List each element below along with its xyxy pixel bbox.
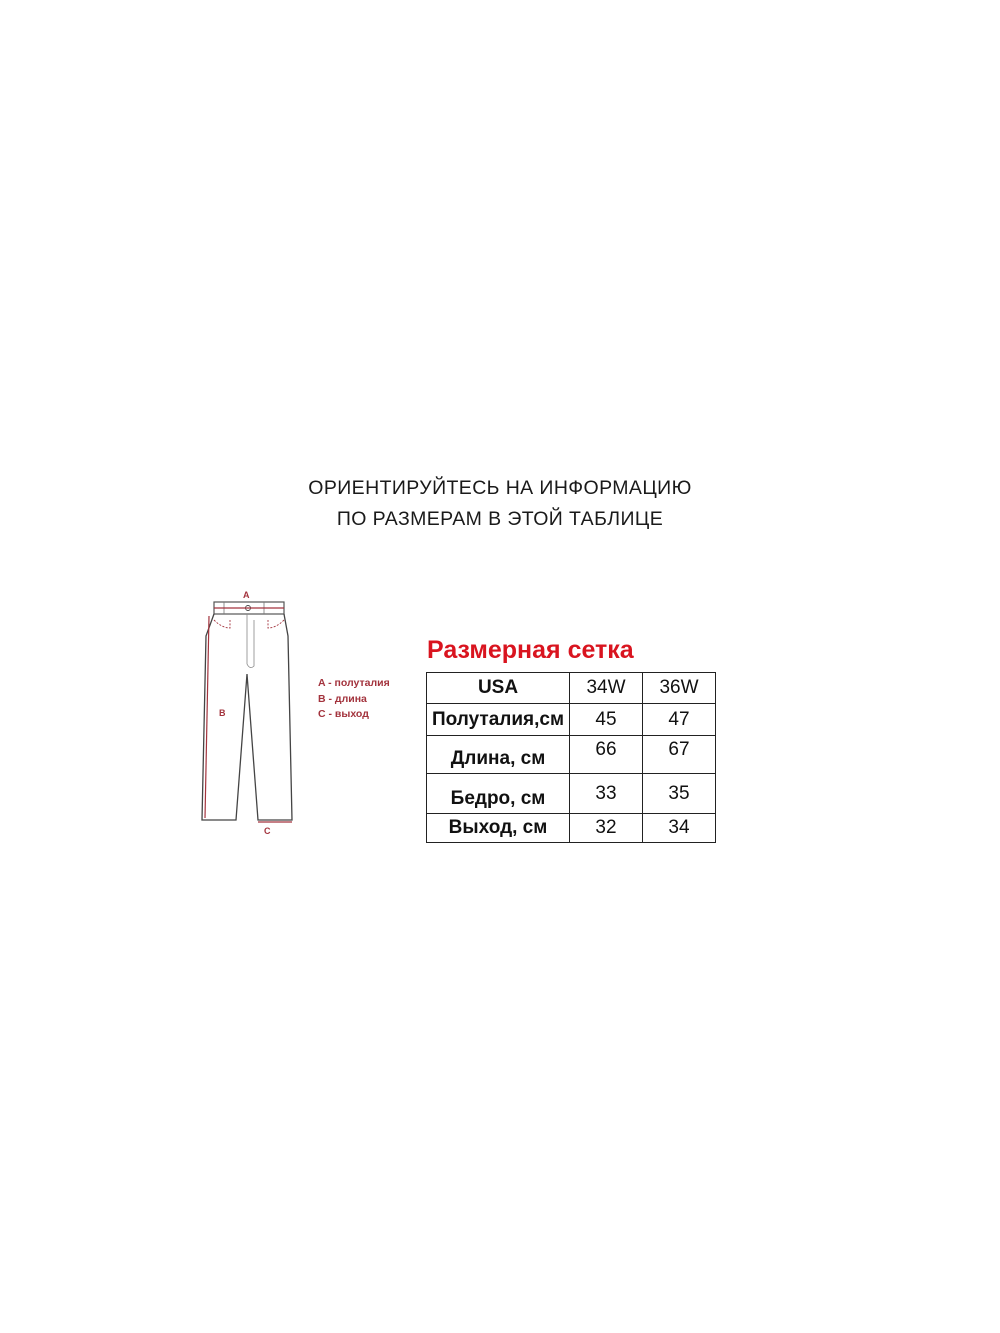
diagram-label-c: C bbox=[264, 826, 271, 836]
row-value: 32 bbox=[570, 814, 643, 843]
table-row bbox=[427, 704, 716, 736]
heading-line-1: ОРИЕНТИРУЙТЕСЬ НА ИНФОРМАЦИЮ bbox=[308, 477, 692, 499]
legend-item-c: C - выход bbox=[318, 708, 369, 720]
row-value: 67 bbox=[643, 736, 716, 774]
row-value: 33 bbox=[570, 774, 643, 814]
row-label: Полуталия,см bbox=[427, 704, 570, 736]
row-label: Выход, см bbox=[427, 814, 570, 843]
header-cell-34w: 34W bbox=[570, 673, 643, 704]
row-value: 45 bbox=[570, 704, 643, 736]
row-value: 35 bbox=[643, 774, 716, 814]
diagram-label-b: B bbox=[219, 708, 226, 718]
table-row bbox=[427, 814, 716, 843]
table-header-row bbox=[427, 673, 716, 704]
table-row bbox=[427, 736, 716, 774]
heading-line-2: ПО РАЗМЕРАМ В ЭТОЙ ТАБЛИЦЕ bbox=[336, 508, 664, 530]
measurement-legend bbox=[318, 676, 390, 723]
row-label: Бедро, см bbox=[427, 774, 570, 814]
size-chart-title: Размерная сетка bbox=[427, 636, 634, 664]
header-cell-36w: 36W bbox=[643, 673, 716, 704]
legend-item-b: B - длина bbox=[318, 692, 367, 705]
legend-item-a: A - полуталия bbox=[318, 677, 390, 689]
row-value: 34 bbox=[643, 814, 716, 843]
row-value: 66 bbox=[570, 736, 643, 774]
row-label: Длина, см bbox=[427, 736, 570, 774]
size-table bbox=[426, 672, 716, 843]
header-cell-usa: USA bbox=[427, 673, 570, 704]
table-row bbox=[427, 774, 716, 814]
row-value: 47 bbox=[643, 704, 716, 736]
pants-diagram bbox=[192, 584, 302, 840]
diagram-label-a: A bbox=[243, 590, 250, 600]
